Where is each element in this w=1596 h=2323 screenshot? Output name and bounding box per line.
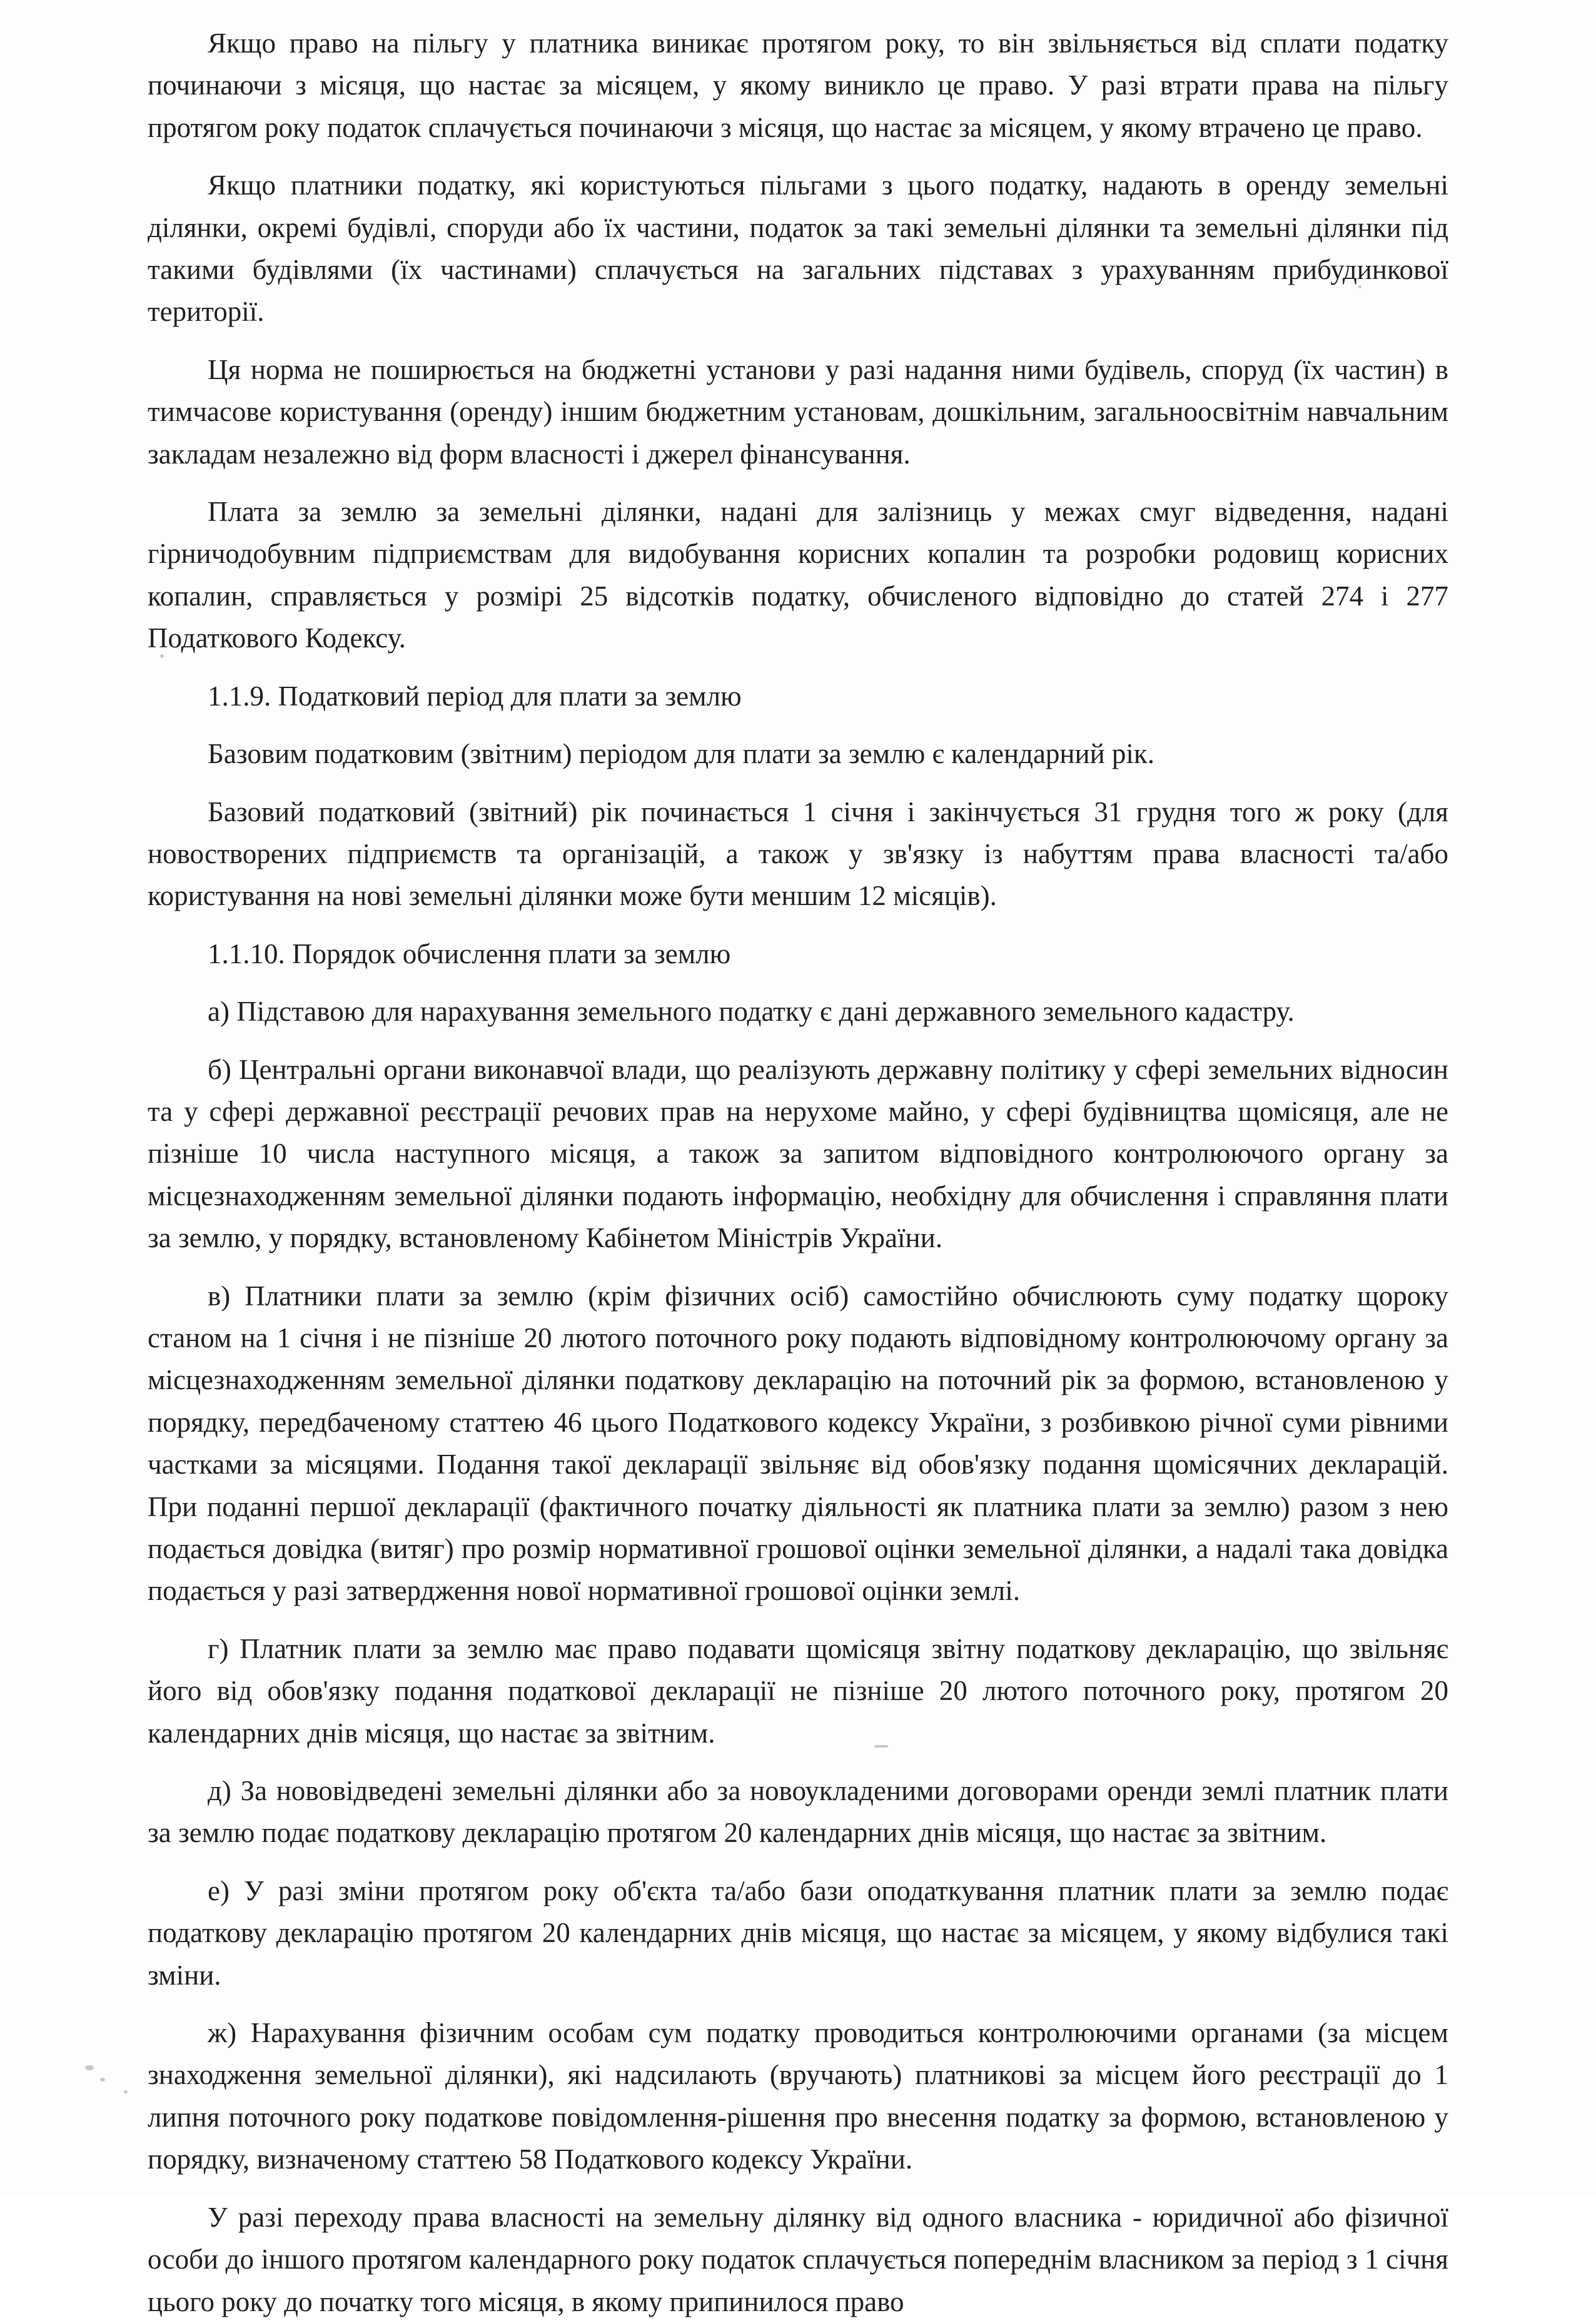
paragraph-item-a: а) Підставою для нарахування земельного податку є дані державного земельного кадастру. [208, 996, 1295, 1028]
scan-speck [1358, 285, 1361, 288]
scan-speck [100, 2078, 105, 2082]
paragraph-ownership-transfer: У разі переходу права власності на земельну ділянку від одного власника - юридичної або фізичної особи до іншого протягом календарного року податок сплачується попереднім власником за період з 1 січня цього року до початку того місяця, в якому припинилося право [148, 2201, 1448, 2317]
scan-speck [85, 2065, 94, 2070]
paragraph-item-e: е) У разі зміни протягом року об'єкта та/або бази оподаткування платник плати за землю подає податкову декларацію протягом 20 календарних днів місяця, що настає за місяцем, у якому відбулися такі зміни. [148, 1875, 1448, 1991]
document-body [148, 23, 1448, 2323]
section-heading-calculation: 1.1.10. Порядок обчислення плати за землю [208, 938, 731, 969]
paragraph-railways-mining: Плата за землю за земельні ділянки, надані для залізниць у межах смуг відведення, надані гірничодобувним підприємствам для видобування корисних копалин та розробки родовищ корисних копалин, справляється у розмірі 25 відсотків податку, обчисленого відповідно до статей 274 і 277 Податкового Кодексу. [148, 496, 1448, 654]
section-heading-tax-period: 1.1.9. Податковий період для плати за землю [208, 680, 742, 712]
scan-speck [874, 1745, 888, 1748]
paragraph-item-b: б) Центральні органи виконавчої влади, що реалізують державну політику у сфері земельних відносин та у сфері державної реєстрації речових прав на нерухоме майно, у сфері будівництва щомісяця, але не пізніше 10 числа наступного місяця, а також за запитом відповідного контролюючого органу за місцезнаходженням земельної ділянки подають інформацію, необхідну для обчислення і справляння плати за землю, у порядку, встановленому Кабінетом Міністрів України. [148, 1053, 1448, 1254]
paragraph-benefit-arising: Якщо право на пільгу у платника виникає протягом року, то він звільняється від сплати податку починаючи з місяця, що настає за місяцем, у якому виникло це право. У разі втрати права на пільгу протягом року податок сплачується починаючи з місяця, що настає за місяцем, у якому втрачено це право. [148, 28, 1448, 143]
scan-speck [124, 2090, 128, 2093]
paragraph-item-zh: ж) Нарахування фізичним особам сум податку проводиться контролюючими органами (за місцем знаходження земельної ділянки), які надсилають (вручають) платникові за місцем його реєстрації до 1 липня поточного року податкове повідомлення-рішення про внесення податку за формою, встановленою у порядку, визначеному статтею 58 Податкового кодексу України. [148, 2017, 1448, 2175]
paragraph-item-d: д) За нововідведені земельні ділянки або за новоукладеними договорами оренди землі платник плати за землю подає податкову декларацію протягом 20 календарних днів місяця, що настає за звітним. [148, 1775, 1448, 1849]
paragraph-budget-institutions: Ця норма не поширюється на бюджетні установи у разі надання ними будівель, споруд (їх частин) в тимчасове користування (оренду) іншим бюджетним установам, дошкільним, загальноосвітнім навчальним закладам незалежно від форм власності і джерел фінансування. [148, 353, 1448, 470]
paragraph-item-v: в) Платники плати за землю (крім фізичних осіб) самостійно обчислюють суму податку щороку станом на 1 січня і не пізніше 20 лютого поточного року подають відповідному контролюючому органу за місцезнаходженням земельної ділянки податкову декларацію на поточний рік за формою, встановленою у порядку, передбаченому статтею 46 цього Податкового кодексу України, з розбивкою річної суми рівними частками за місяцями. Подання такої декларації звільняє від обов'язку подання щомісячних декларацій. При поданні першої декларації (фактичного початку діяльності як платника плати за землю) разом з нею подається довідка (витяг) про розмір нормативної грошової оцінки земельної ділянки, а надалі така довідка подається у разі затвердження нової нормативної грошової оцінки землі. [148, 1280, 1448, 1607]
scan-speck [160, 654, 164, 658]
paragraph-item-g: г) Платник плати за землю має право подавати щомісяця звітну податкову декларацію, що звільняє його від обов'язку подання податкової декларації не пізніше 20 лютого поточного року, протягом 20 календарних днів місяця, що настає за звітним. [148, 1632, 1448, 1749]
paragraph-benefit-rental: Якщо платники податку, які користуються пільгами з цього податку, надають в оренду земельні ділянки, окремі будівлі, споруди або їх частини, податок за такі земельні ділянки та земельні ділянки під такими будівлями (їх частинами) сплачується на загальних підставах з урахуванням прибудинкової території. [148, 170, 1448, 328]
paragraph-base-period: Базовим податковим (звітним) періодом для плати за землю є календарний рік. [208, 738, 1155, 770]
paragraph-base-year: Базовий податковий (звітний) рік починається 1 січня і закінчується 31 грудня того ж року (для новостворених підприємств та організацій, а також у зв'язку із набуттям права власності та/або користування на нові земельні ділянки може бути меншим 12 місяців). [148, 796, 1448, 912]
